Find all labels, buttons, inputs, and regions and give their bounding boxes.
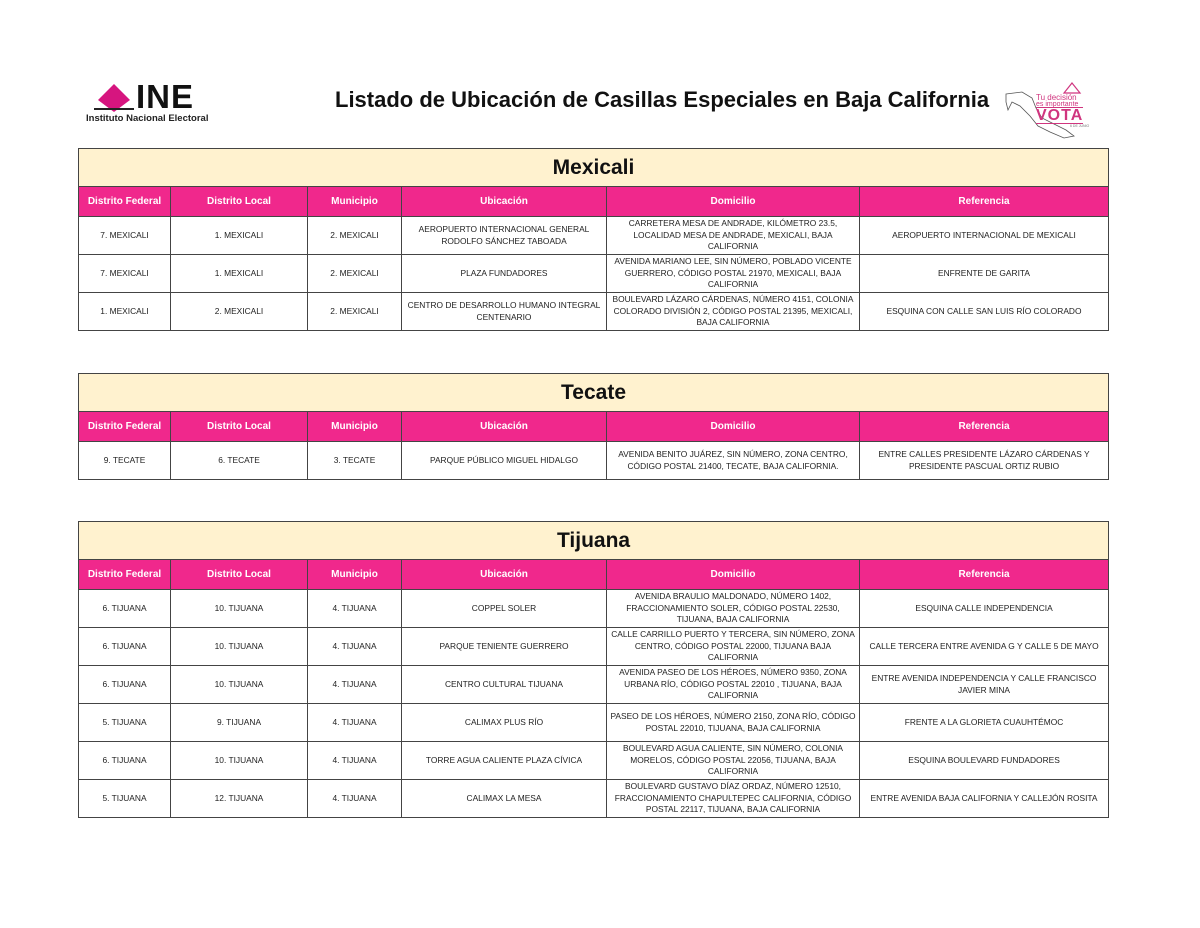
table-cell: 2. MEXICALI [308,217,402,255]
table-cell: 3. TECATE [308,442,402,480]
table-cell: CALLE CARRILLO PUERTO Y TERCERA, SIN NÚMERO, ZONA CENTRO, CÓDIGO POSTAL 22000, TIJUANA BAJA CALIFORNIA [607,628,860,666]
column-header: Distrito Federal [79,187,171,217]
column-header: Referencia [860,560,1109,590]
column-header: Ubicación [402,412,607,442]
table-row [79,628,1109,666]
table-cell: PASEO DE LOS HÉROES, NÚMERO 2150, ZONA RÍO, CÓDIGO POSTAL 22010, TIJUANA, BAJA CALIFORNIA [607,704,860,742]
table-cell: PLAZA FUNDADORES [402,255,607,293]
table-cell: 6. TECATE [171,442,308,480]
table-cell: CENTRO DE DESARROLLO HUMANO INTEGRAL CENTENARIO [402,293,607,331]
table-cell: ENFRENTE DE GARITA [860,255,1109,293]
column-header-row [79,560,1109,590]
table-cell: ESQUINA CALLE INDEPENDENCIA [860,590,1109,628]
table-cell: 7. MEXICALI [79,217,171,255]
table-cell: 5. TIJUANA [79,780,171,818]
ine-logo-subtitle: Instituto Nacional Electoral [86,113,209,124]
table-cell: 12. TIJUANA [171,780,308,818]
table-row [79,666,1109,704]
table-cell: 7. MEXICALI [79,255,171,293]
column-header: Municipio [308,412,402,442]
table-cell: 6. TIJUANA [79,590,171,628]
table-cell: COPPEL SOLER [402,590,607,628]
table-cell: 4. TIJUANA [308,628,402,666]
table-row [79,742,1109,780]
column-header: Distrito Federal [79,560,171,590]
table-cell: ENTRE CALLES PRESIDENTE LÁZARO CÁRDENAS Y PRESIDENTE PASCUAL ORTIZ RUBIO [860,442,1109,480]
table-cell: CALIMAX LA MESA [402,780,607,818]
section-title: Mexicali [79,149,1109,187]
ine-logo [86,80,241,125]
column-header: Ubicación [402,187,607,217]
table-cell: 10. TIJUANA [171,742,308,780]
mexicali-table [78,148,1109,331]
table-cell: PARQUE TENIENTE GUERRERO [402,628,607,666]
table-cell: ENTRE AVENIDA BAJA CALIFORNIA Y CALLEJÓN ROSITA [860,780,1109,818]
table-cell: 2. MEXICALI [308,293,402,331]
tijuana-table [78,521,1109,818]
table-row [79,217,1109,255]
table-cell: 9. TECATE [79,442,171,480]
table-cell: BOULEVARD GUSTAVO DÍAZ ORDAZ, NÚMERO 12510, FRACCIONAMIENTO CHAPULTEPEC CALIFORNIA, CÓDIGO POSTAL 22117, TIJUANA, BAJA CALIFORNIA [607,780,860,818]
column-header: Domicilio [607,560,860,590]
table-cell: BOULEVARD AGUA CALIENTE, SIN NÚMERO, COLONIA MORELOS, CÓDIGO POSTAL 22056, TIJUANA, BAJA CALIFORNIA [607,742,860,780]
ine-diamond-icon [94,82,134,114]
table-row [79,255,1109,293]
vota-logo [1002,80,1110,140]
table-cell: 4. TIJUANA [308,704,402,742]
table-row [79,780,1109,818]
table-cell: 4. TIJUANA [308,666,402,704]
table-cell: TORRE AGUA CALIENTE PLAZA CÍVICA [402,742,607,780]
table-cell: AEROPUERTO INTERNACIONAL GENERAL RODOLFO SÁNCHEZ TABOADA [402,217,607,255]
section-title: Tijuana [79,522,1109,560]
column-header: Domicilio [607,187,860,217]
table-cell: 4. TIJUANA [308,742,402,780]
table-cell: 10. TIJUANA [171,590,308,628]
section-title-row [79,149,1109,187]
table-cell: ESQUINA BOULEVARD FUNDADORES [860,742,1109,780]
table-cell: CENTRO CULTURAL TIJUANA [402,666,607,704]
table-cell: 2. MEXICALI [308,255,402,293]
column-header: Municipio [308,187,402,217]
column-header: Ubicación [402,560,607,590]
table-row [79,590,1109,628]
table-cell: 2. MEXICALI [171,293,308,331]
table-cell: ESQUINA CON CALLE SAN LUIS RÍO COLORADO [860,293,1109,331]
table-cell: 6. TIJUANA [79,666,171,704]
table-row [79,704,1109,742]
table-cell: 1. MEXICALI [79,293,171,331]
table-cell: BOULEVARD LÁZARO CÁRDENAS, NÚMERO 4151, COLONIA COLORADO DIVISIÓN 2, CÓDIGO POSTAL 21395, MEXICALI, BAJA CALIFORNIA [607,293,860,331]
column-header: Distrito Local [171,412,308,442]
page-title: Listado de Ubicación de Casillas Especiales en Baja California [335,87,990,112]
vota-line2: es importante [1036,101,1079,108]
table-cell: 5. TIJUANA [79,704,171,742]
column-header: Distrito Local [171,187,308,217]
table-cell: 10. TIJUANA [171,666,308,704]
table-cell: 9. TIJUANA [171,704,308,742]
column-header: Referencia [860,412,1109,442]
table-cell: 4. TIJUANA [308,780,402,818]
table-cell: 4. TIJUANA [308,590,402,628]
section-title: Tecate [79,374,1109,412]
vota-line1: Tu decisión [1036,93,1077,102]
ine-logo-text: INE [136,78,195,115]
column-header: Domicilio [607,412,860,442]
table-cell: AVENIDA PASEO DE LOS HÉROES, NÚMERO 9350, ZONA URBANA RÍO, CÓDIGO POSTAL 22010 , TIJUANA, BAJA CALIFORNIA [607,666,860,704]
vota-word: VOTA [1036,107,1084,124]
table-cell: CARRETERA MESA DE ANDRADE, KILÓMETRO 23.5, LOCALIDAD MESA DE ANDRADE, MEXICALI, BAJA CALIFORNIA [607,217,860,255]
section-title-row [79,374,1109,412]
table-cell: FRENTE A LA GLORIETA CUAUHTÉMOC [860,704,1109,742]
column-header: Municipio [308,560,402,590]
table-row [79,442,1109,480]
column-header-row [79,412,1109,442]
table-cell: CALIMAX PLUS RÍO [402,704,607,742]
table-cell: AVENIDA BRAULIO MALDONADO, NÚMERO 1402, FRACCIONAMIENTO SOLER, CÓDIGO POSTAL 22530, TIJUANA, BAJA CALIFORNIA [607,590,860,628]
table-cell: 10. TIJUANA [171,628,308,666]
tecate-table [78,373,1109,480]
column-header: Distrito Federal [79,412,171,442]
table-cell: AEROPUERTO INTERNACIONAL DE MEXICALI [860,217,1109,255]
table-cell: 6. TIJUANA [79,628,171,666]
vota-date: 6 DE JUNIO [1070,124,1090,128]
table-cell: AVENIDA BENITO JUÁREZ, SIN NÚMERO, ZONA CENTRO, CÓDIGO POSTAL 21400, TECATE, BAJA CALIFORNIA. [607,442,860,480]
table-cell: CALLE TERCERA ENTRE AVENIDA G Y CALLE 5 DE MAYO [860,628,1109,666]
table-cell: ENTRE AVENIDA INDEPENDENCIA Y CALLE FRANCISCO JAVIER MINA [860,666,1109,704]
table-cell: 1. MEXICALI [171,255,308,293]
section-title-row [79,522,1109,560]
column-header: Distrito Local [171,560,308,590]
table-cell: AVENIDA MARIANO LEE, SIN NÚMERO, POBLADO VICENTE GUERRERO, CÓDIGO POSTAL 21970, MEXICALI, BAJA CALIFORNIA [607,255,860,293]
table-cell: 1. MEXICALI [171,217,308,255]
table-row [79,293,1109,331]
table-cell: 6. TIJUANA [79,742,171,780]
table-cell: PARQUE PÚBLICO MIGUEL HIDALGO [402,442,607,480]
column-header: Referencia [860,187,1109,217]
column-header-row [79,187,1109,217]
